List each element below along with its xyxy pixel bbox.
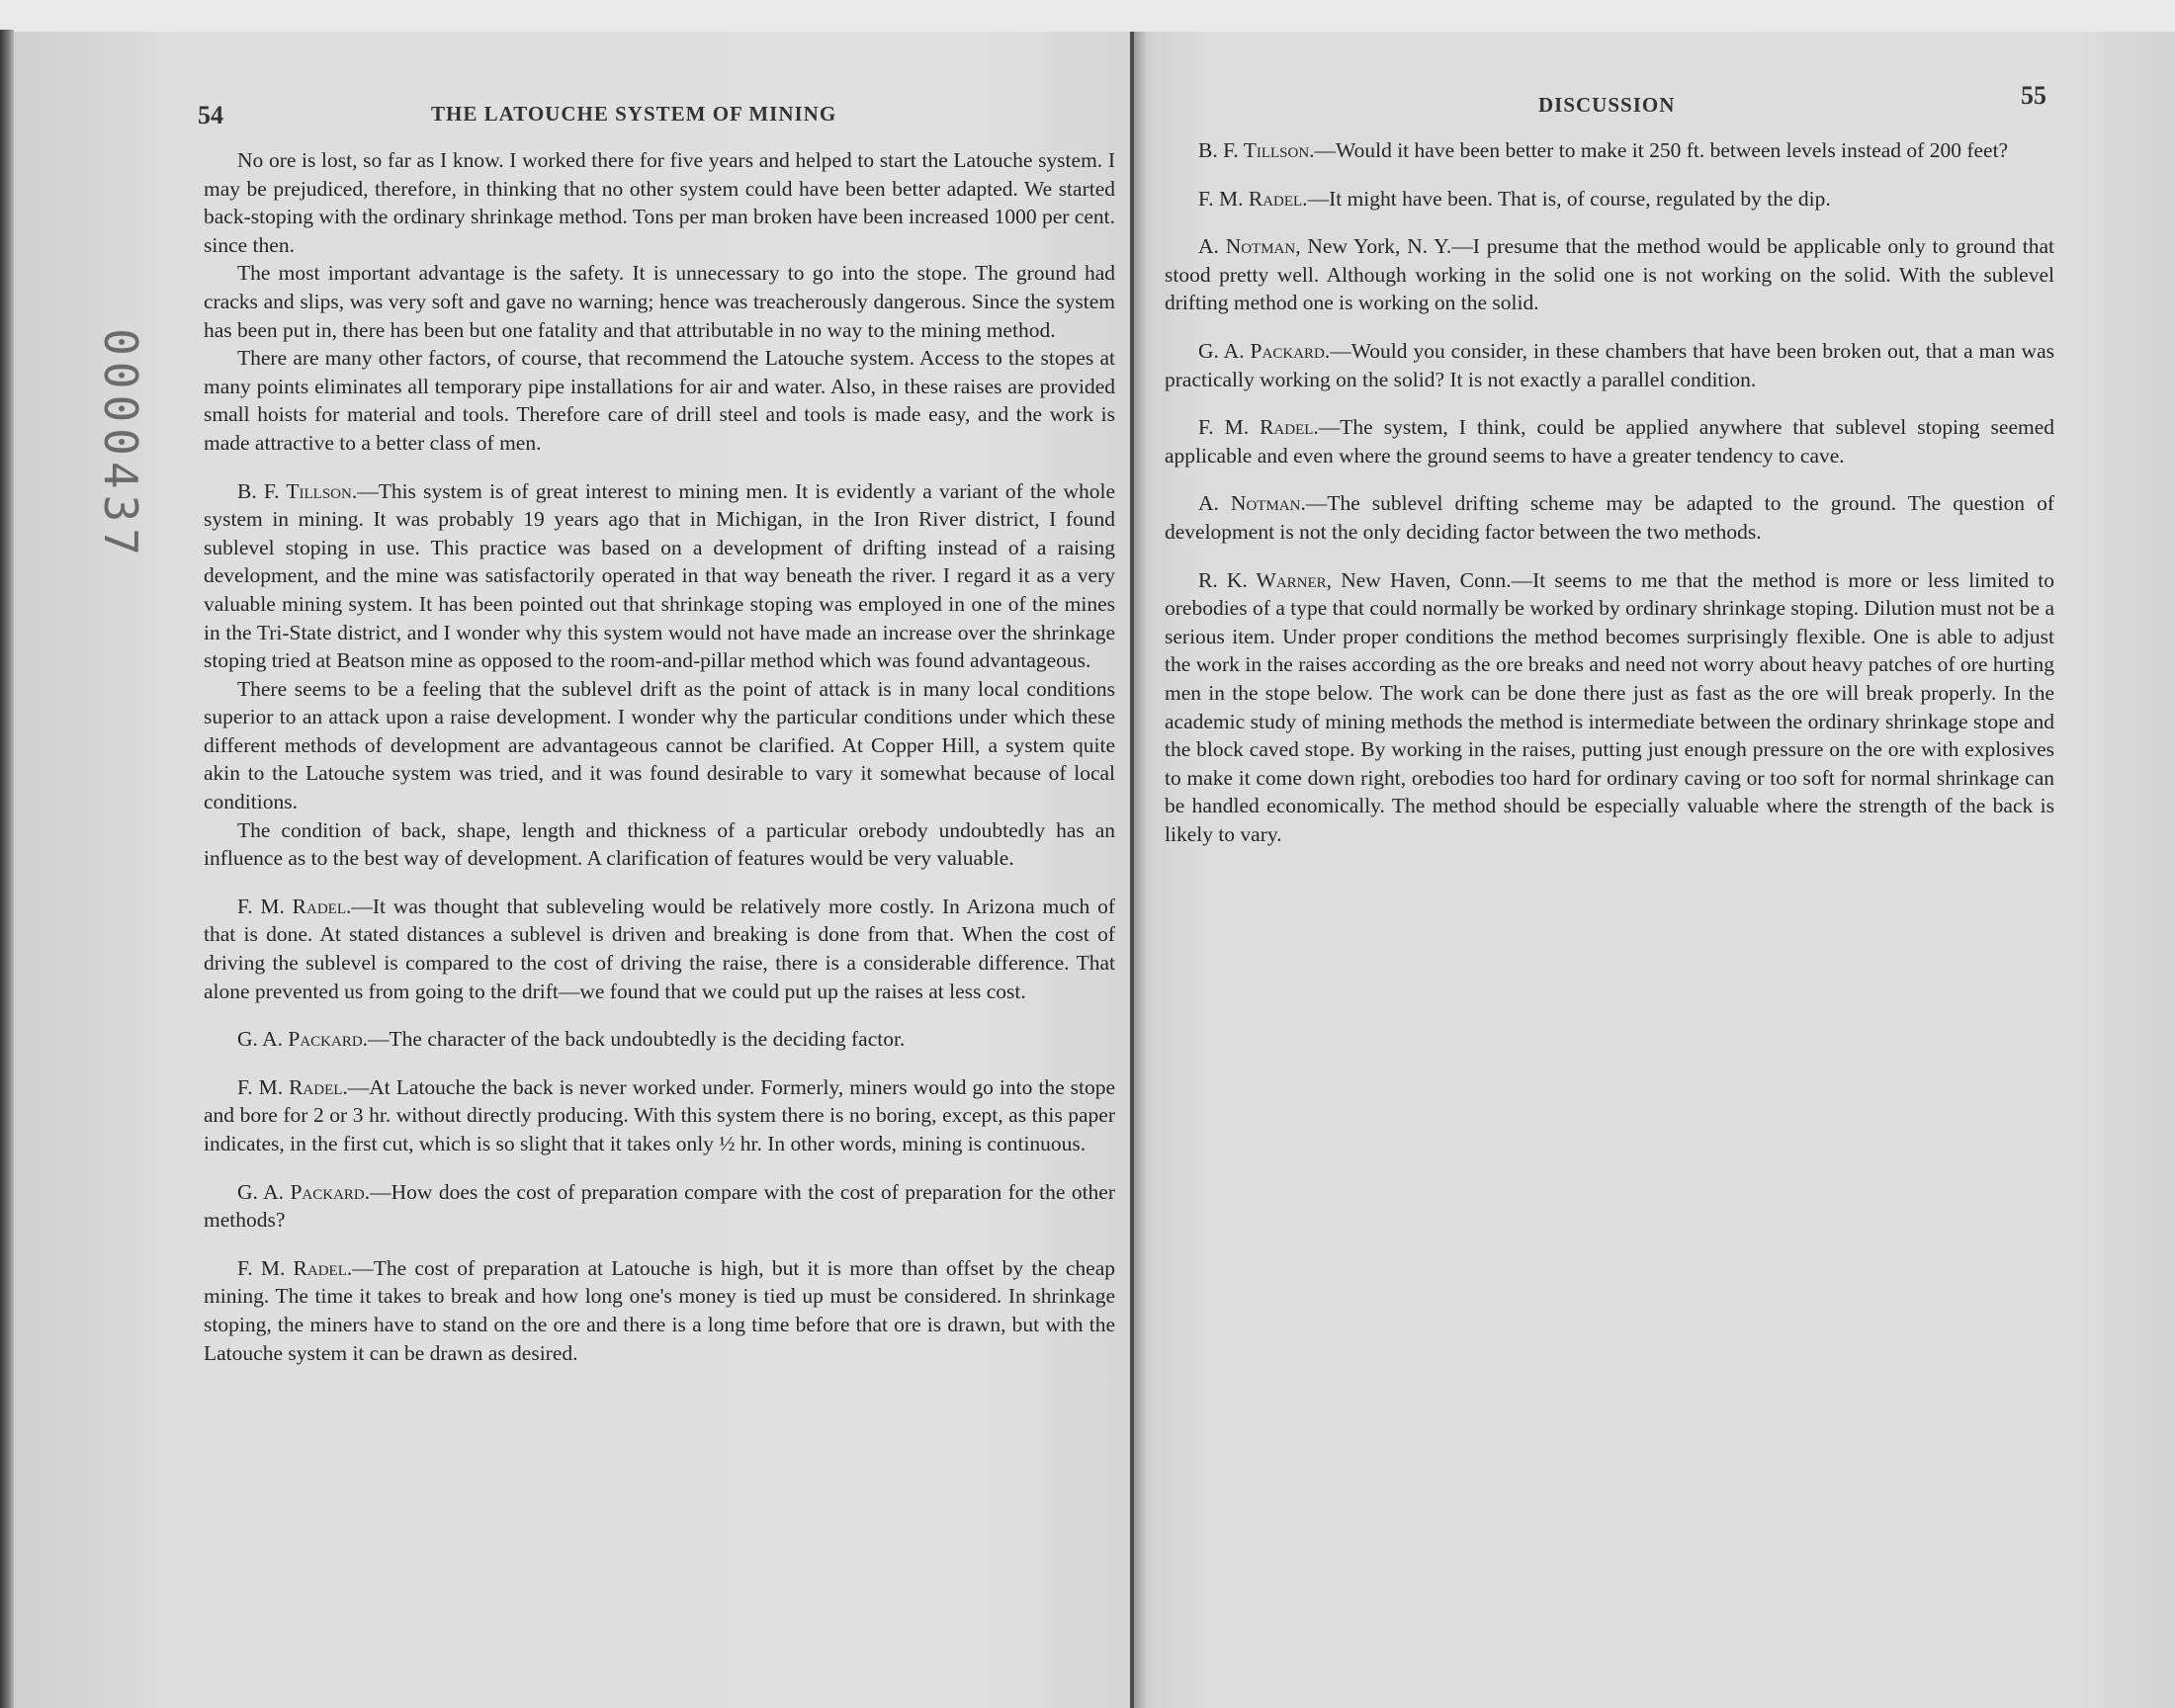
gutter-shadow	[1134, 32, 1148, 1708]
paragraph-text: The most important advantage is the safety. It is unnecessary to go into the stope. The ground had cracks and slips, was very soft and gave no warning; hence was treacherously dangerous. Since the system has been put in, there has been but one fatality and that attributable in no way to the mining method.	[204, 261, 1115, 342]
paragraph	[204, 1178, 1115, 1235]
speaker: F. M. Radel.	[1198, 415, 1319, 440]
paragraph	[204, 259, 1115, 344]
paragraph-text: —It was thought that subleveling would be relatively more costly. In Arizona much of that is done. At stated distances a sublevel is driven and breaking is done from that. When the cost of driving the sublevel is compared to the cost of driving the raise, there is a considerable difference. That alone prevented us from going to the drift—we found that we could put up the raises at less cost.	[204, 894, 1115, 1003]
speaker: A. Notman.	[1198, 491, 1306, 516]
left-binding-edge	[0, 30, 14, 1708]
paragraph	[204, 477, 1115, 675]
paragraph-text: —It might have been. That is, of course, regulated by the dip.	[1307, 186, 1831, 211]
speaker: F. M. Radel.	[1198, 186, 1308, 211]
paragraph-text: New Haven, Conn.—It seems to me that the method is more or less limited to orebodies of a type that could normally be worked by ordinary shrinkage stoping. Dilution must not be a serious item. Under proper conditions the method becomes surprisingly flexible. One is able to adjust the work in the raises according as the ore breaks and need not worry about heavy patches of ore hurting men in the stope below. The work can be done there just as fast as the ore will break properly. In the academic study of mining methods the method is intermediate between the ordinary shrinkage stope and the block caved stope. By working in the raises, putting just enough pressure on the ore with explosives to make it come down right, orebodies too hard for ordinary caving or too soft for normal shrinkage can be handled economically. The method should be especially valuable where the strength of the back is likely to vary.	[1165, 567, 2054, 846]
speaker: A. Notman,	[1198, 234, 1301, 259]
speaker: R. K. Warner,	[1198, 567, 1333, 592]
paragraph	[1165, 413, 2054, 470]
paragraph	[1165, 232, 2054, 317]
paragraph	[204, 1025, 1115, 1054]
left-page-number: 54	[198, 101, 223, 129]
left-text-column	[204, 146, 1115, 1367]
right-running-head: DISCUSSION	[1538, 93, 1676, 117]
paragraph	[1165, 136, 2054, 165]
paragraph-text: —How does the cost of preparation compare with the cost of preparation for the other methods?	[204, 1179, 1115, 1233]
paragraph-text: —This system is of great interest to mining men. It is evidently a variant of the whole system in mining. It was probably 19 years ago that in Michigan, in the Iron River district, I found sublevel stoping in use. This practice was based on a development of drifting instead of a raising development, and the mine was satisfactorily operated in that way beneath the river. I regard it as a very valuable mining system. It has been pointed out that shrinkage stoping was employed in one of the mines in the Tri-State district, and I wonder why this system would not have made an increase over the shrinkage stoping tried at Beatson mine as opposed to the room-and-pillar method which was found advantageous.	[204, 478, 1115, 673]
paragraph-text: New York, N. Y.—I presume that the method would be applicable only to ground that stood pretty well. Although working in the solid one is not working on the solid. With the sublevel drifting method one is working on the solid.	[1165, 234, 2054, 315]
paragraph	[204, 344, 1115, 457]
scan-top-edge	[0, 0, 2175, 34]
paragraph	[204, 1254, 1115, 1367]
paragraph	[1165, 337, 2054, 393]
paragraph-text: —At Latouche the back is never worked under. Formerly, miners would go into the stope and bore for 2 or 3 hr. without directly producing. With this system there is no boring, except, as this paper indicates, in the first cut, which is so slight that it takes only ½ hr. In other words, mining is continuous.	[204, 1074, 1115, 1155]
paragraph-text: —The system, I think, could be applied anywhere that sublevel stoping seemed applicable and even where the ground seems to have a greater tendency to cave.	[1165, 415, 2054, 468]
speaker: F. M. Radel.	[237, 1074, 348, 1099]
speaker: G. A. Packard.	[237, 1027, 369, 1052]
paragraph-text: No ore is lost, so far as I know. I worked there for five years and helped to start the Latouche system. I may be prejudiced, therefore, in thinking that no other system could have been better adapted. We started back-stoping with the ordinary shrinkage method. Tons per man broken have been increased 1000 per cent. since then.	[204, 148, 1115, 257]
paragraph	[204, 146, 1115, 259]
stamp-number-text: 0000437	[94, 328, 147, 561]
left-running-head: THE LATOUCHE SYSTEM OF MINING	[431, 102, 837, 126]
paragraph	[1165, 489, 2054, 546]
speaker: B. F. Tillson.	[237, 478, 358, 503]
speaker: F. M. Radel.	[237, 894, 352, 918]
paragraph	[1165, 566, 2054, 849]
paragraph-text: —Would you consider, in these chambers that have been broken out, that a man was practically working on the solid? It is not exactly a parallel condition.	[1165, 338, 2054, 391]
speaker: B. F. Tillson.	[1198, 138, 1315, 162]
paragraph	[204, 1073, 1115, 1158]
right-page-number: 55	[2021, 81, 2046, 110]
paragraph-text: The condition of back, shape, length and thickness of a particular orebody undoubtedly has an influence as to the best way of development. A clarification of features would be very valuable.	[204, 817, 1115, 871]
paragraph	[1165, 185, 2054, 214]
speaker: F. M. Radel.	[237, 1255, 353, 1280]
paragraph-text: —Would it have been better to make it 250 ft. between levels instead of 200 feet?	[1314, 138, 2009, 162]
speaker: G. A. Packard.	[237, 1179, 371, 1204]
paragraph	[204, 816, 1115, 873]
paragraph-text: There are many other factors, of course, that recommend the Latouche system. Access to the stopes at many points eliminates all temporary pipe installations for air and water. Also, in these raises are provided small hoists for material and tools. Therefore care of drill steel and tools is made easy, and the work is made attractive to a better class of men.	[204, 346, 1115, 455]
paragraph-text: —The cost of preparation at Latouche is high, but it is more than offset by the cheap mining. The time it takes to break and how long one's money is tied up must be considered. In shrinkage stoping, the miners have to stand on the ore and there is a long time before that ore is drawn, but with the Latouche system it can be drawn as desired.	[204, 1255, 1115, 1365]
paragraph-text: There seems to be a feeling that the sublevel drift as the point of attack is in many local conditions superior to an attack upon a raise development. I wonder why the particular conditions under which these different methods of development are advantageous cannot be clarified. At Copper Hill, a system quite akin to the Latouche system was tried, and it was found desirable to vary it somewhat because of local conditions.	[204, 676, 1115, 814]
archive-stamp-number	[91, 326, 150, 563]
paragraph-text: —The character of the back undoubtedly is the deciding factor.	[368, 1027, 906, 1052]
speaker: G. A. Packard.	[1198, 338, 1331, 363]
paragraph-text: —The sublevel drifting scheme may be adapted to the ground. The question of development is not the only deciding factor between the two methods.	[1165, 491, 2054, 544]
paragraph	[204, 675, 1115, 816]
right-text-column	[1165, 136, 2054, 848]
paragraph	[204, 893, 1115, 1005]
